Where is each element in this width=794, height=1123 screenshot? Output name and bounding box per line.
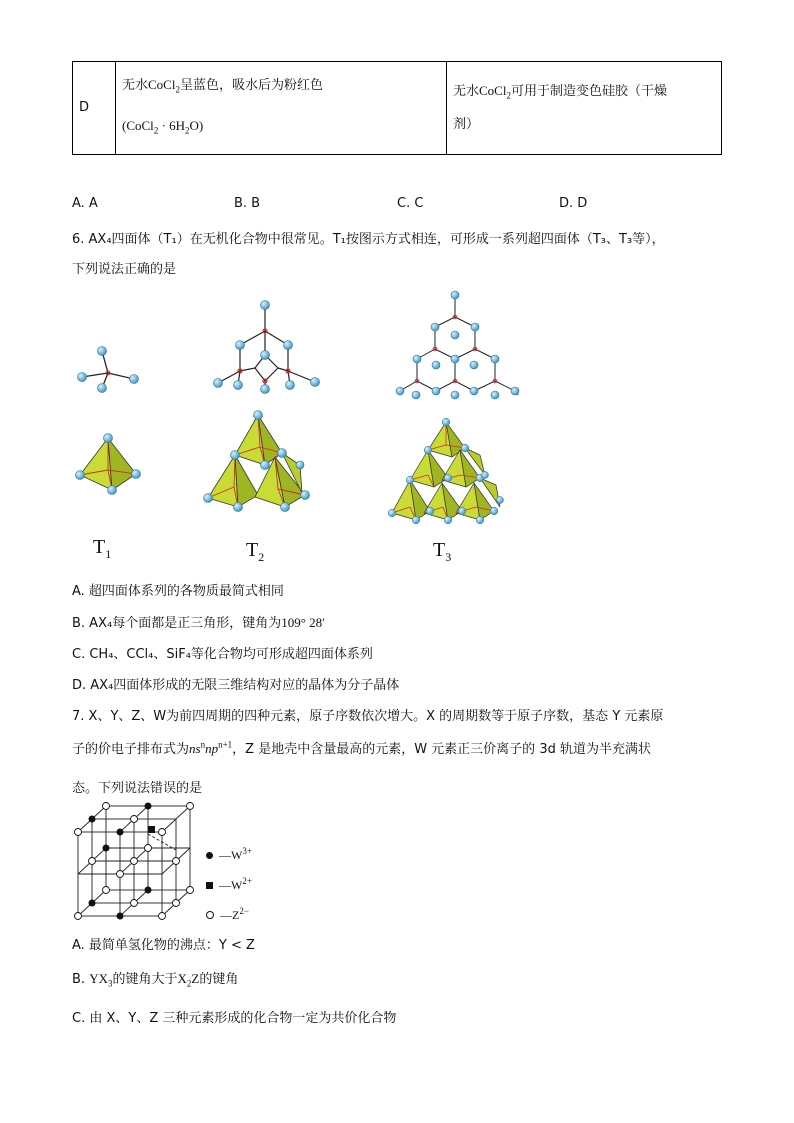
choice-a[interactable]: A. A xyxy=(72,196,98,211)
t1-ball-stick xyxy=(78,347,139,393)
q7-option-b[interactable]: B. $YX_3$的键角大于$X_2Z$的键角 xyxy=(72,971,239,989)
q5-choices xyxy=(72,196,722,214)
label-t3: $T_3$ xyxy=(433,539,452,564)
legend-w2: $—W^{2+}$ xyxy=(206,868,252,898)
t2-ball-stick xyxy=(214,301,320,394)
filled-square-icon xyxy=(206,882,213,889)
row-application: 无水CoCl$_2$可用于制造变色硅胶（干燥 剂） xyxy=(447,62,722,155)
label-t1: $T_1$ xyxy=(93,536,112,561)
t3-ball-stick xyxy=(396,291,519,399)
q7-stem-line1: 7. X、Y、Z、W为前四周期的四种元素，原子序数依次增大。X 的周期数等于原子序数，基态 Y 元素原 xyxy=(72,709,664,724)
q7-stem-line2: 子的价电子排布式为$ns^nnp^{n+1}$，Z 是地壳中含量最高的元素，W 元素正三价离子的 3d 轨道为半充满状 xyxy=(72,739,651,757)
row-letter: D xyxy=(73,62,116,155)
t2-supertetrahedron xyxy=(204,411,310,512)
q7-stem-line3: 态。下列说法错误的是 xyxy=(72,781,203,796)
crystal-legend xyxy=(206,838,252,928)
q6-option-c[interactable]: C. CH₄、CCl₄、SiF₄等化合物均可形成超四面体系列 xyxy=(72,647,373,662)
row-description: 无水CoCl$_2$呈蓝色，吸水后为粉红色 (CoCl$_2$ · $6H_2O$) xyxy=(116,62,447,155)
choice-b[interactable]: B. B xyxy=(234,196,261,211)
q6-stem-line2: 下列说法正确的是 xyxy=(72,262,177,277)
legend-w3: $—W^{3+}$ xyxy=(206,838,252,868)
q6-option-b[interactable]: B. AX₄每个面都是正三角形，键角为109° 28′ xyxy=(72,615,325,631)
legend-z: $—Z^{2-}$ xyxy=(206,898,252,928)
open-circle-icon xyxy=(206,911,214,919)
q6-stem-line1: 6. AX₄四面体（T₁）在无机化合物中很常见。T₁按图示方式相连，可形成一系列超四面体（T₃、T₃等）， xyxy=(72,232,665,247)
q6-option-a[interactable]: A. 超四面体系列的各物质最简式相同 xyxy=(72,584,284,599)
label-t2: $T_2$ xyxy=(246,539,265,564)
t3-supertetrahedron xyxy=(388,418,503,524)
t1-tetrahedron xyxy=(76,434,141,495)
q7-option-a[interactable]: A. 最简单氢化物的沸点：Y < Z xyxy=(72,938,255,953)
filled-circle-icon xyxy=(206,852,213,859)
choice-d[interactable]: D. D xyxy=(559,196,588,211)
table-row xyxy=(73,62,722,155)
q7-option-c[interactable]: C. 由 X、Y、Z 三种元素形成的化合物一定为共价化合物 xyxy=(72,1011,397,1026)
option-table xyxy=(72,61,722,155)
q6-option-d[interactable]: D. AX₄四面体形成的无限三维结构对应的晶体为分子晶体 xyxy=(72,678,400,693)
choice-c[interactable]: C. C xyxy=(397,196,424,211)
supertetrahedron-figure xyxy=(60,285,540,575)
